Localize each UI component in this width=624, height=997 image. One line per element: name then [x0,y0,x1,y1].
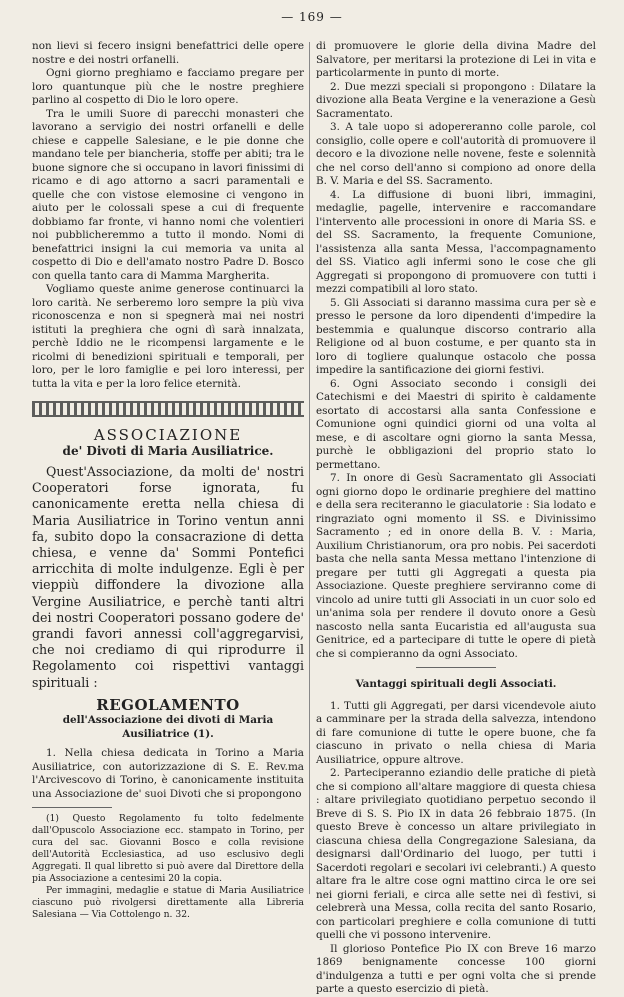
association-intro: Quest'Associazione, da molti de' nostri Cooperatori forse ignorata, fu canonicamente eretta nella chiesa di Maria Ausiliatrice in Torino ventun anni fa, subito dopo la consacrazione di detta chiesa, e venne da' Sommi Pontefici arricchita di molte indulgenze. Egli è per vieppiù diffondere la divozione alla Vergine Ausiliatrice, e perchè tanti altri dei nostri Cooperatori possano godere de' grandi favori annessi coll'aggregarvisi, che noi crediamo di qui riprodurre il Regolamento coi rispettivi vantaggi spirituali : [32,464,304,690]
advantages-title: Vantaggi spirituali degli Associati. [355,678,557,690]
advantage-item: Il glorioso Pontefice Pio IX con Breve 16 marzo 1869 benignamente concesse 100 giorni d'indulgenza a tutti e per ogni volta che si prende parte a questo esercizio di pietà. [316,942,596,995]
regulation-title: REGOLAMENTO [96,695,240,714]
footnote: (1) Questo Regolamento fu tolto fedelmente dall'Opuscolo Associazione ecc. stampato in Torino, per cura del sac. Giovanni Bosco e colla revisione dell'Autorità Ecclesiastica, ad uso esclusivo degli Aggregati. Il qual libretto si può avere dal Direttore della pia Associazione a centesimi 20 la copia. [32,813,304,885]
left-paragraph: Ogni giorno preghiamo e facciamo pregare per loro quantunque più che le nostre preghiere parlino al cospetto di Dio le loro opere. [32,67,304,106]
regulation-subtitle: dell'Associazione dei divoti di Maria Ausiliatrice (1). [62,714,274,740]
regulation-item: 4. La diffusione di buoni libri, immagini, medaglie, pagelle, intervenire e raccomandare l'intervento alle processioni in onore di Maria SS. e del SS. Sacramento, la frequente Comunione, l'assistenza alla santa Messa, l'accompagnamento del SS. Viatico agli infermi sono le cose che gli Aggregati si propongono di promuovere con tutti i mezzi compatibili al loro stato. [316,188,596,295]
right-column [316,40,596,997]
left-paragraph: Tra le umili Suore di parecchi monasteri che lavorano a servigio dei nostri orfanelli e delle chiese e cappelle Salesiane, e le pie donne che mandano tele per biancheria, stoffe per abiti; tra le buone signore che si occupano in lavori finissimi di ricamo e di ago attorno a sacri paramentali e quelle che con vistose elemosine ci vengono in aiuto per le colossali spese a cui di frequente dobbiamo far fronte, vi hanno nomi che volentieri noi pubblicheremmo a tutto il mondo. Nomi di benefattrici insigni la cui memoria va unita al cospetto di Dio e dell'amato nostro Padre D. Bosco con quella tanto cara di Mamma Margherita. [32,107,304,282]
page-number: — 169 — [281,10,343,24]
regulation-item: 5. Gli Associati si daranno massima cura per sè e presso le persone da loro dipendenti d'impedire la bestemmia e qualunque discorso contrario alla Religione od al buon costume, e per quanto sta in loro di togliere qualunque ostacolo che possa impedire la santificazione dei giorni festivi. [316,296,596,376]
left-paragraph: Vogliamo queste anime generose continuarci la loro carità. Ne serberemo loro sempre la più viva riconoscenza e non si spegnerà mai nei nostri istituti la preghiera che ogni dì sarà innalzata, perchè Iddio ne le ricompensi largamente e le ricolmi di benedizioni spirituali e temporali, per loro, per le loro famiglie e pei loro interessi, per tutta la vita e per la loro felice eternità. [32,283,304,390]
ornamental-divider [32,401,304,417]
regulation-item: 3. A tale uopo si adopereranno colle parole, col consiglio, colle opere e coll'autorità di promuovere il decoro e la divozione nelle novene, feste e solennità che nel corso dell'anno si compiono ad onore della B. V. Maria e del SS. Sacramento. [316,121,596,187]
footnote: Per immagini, medaglie e statue di Maria Ausiliatrice ciascuno può rivolgersi direttamente alla Libreria Salesiana — Via Cottolengo n. 32. [32,885,304,921]
regulation-item: 7. In onore di Gesù Sacramentato gli Associati ogni giorno dopo le ordinarie preghiere del mattino e della sera reciteranno le giaculatorie : Sia lodato e ringraziato ogni momento il SS. e Divinissimo Sacramento ; ed in onore della B. V. : Maria, Auxilium Christianorum, ora pro nobis. Pei sacerdoti basta che nella santa Messa mettano l'intenzione di pregare per tutti gli Aggregati a questa pia Associazione. Queste preghiere serviranno come di vincolo ad unire tutti gli Associati in un cuor solo ed un'anima sola per rendere il dovuto onore a Gesù nascosto nella santa Eucaristia ed all'augusta sua Genitrice, ed a partecipare di tutte le opere di pietà che si compieranno da ogni Associato. [316,472,596,660]
association-subtitle: de' Divoti di Maria Ausiliatrice. [62,443,274,458]
left-column [32,40,304,921]
left-paragraph: non lievi si fecero insigni benefattrici delle opere nostre e dei nostri orfanelli. [32,40,304,66]
regulation-item: 1. Nella chiesa dedicata in Torino a Maria Ausiliatrice, con autorizzazione di S. E. Rev.ma l'Arcivescovo di Torino, è canonicamente instituita una Associazione de' suoi Divoti che si propongono [32,747,304,800]
association-title: ASSOCIAZIONE [93,426,243,444]
section-rule [416,667,496,668]
regulation-item: 2. Due mezzi speciali si propongono : Dilatare la divozione alla Beata Vergine e la venerazione a Gesù Sacramentato. [316,80,596,120]
column-divider [309,42,310,894]
right-paragraph: di promuovere le glorie della divina Madre del Salvatore, per meritarsi la protezione di Lei in vita e particolarmente in punto di morte. [316,40,596,79]
footnote-rule [32,807,112,808]
advantage-item: 1. Tutti gli Aggregati, per darsi vicendevole aiuto a camminare per la strada della salvezza, intendono di fare comunione di tutte le opere buone, che fa ciascuno in privato o nella chiesa di Maria Ausiliatrice, oppure altrove. [316,699,596,766]
regulation-item: 6. Ogni Associato secondo i consigli dei Catechismi e dei Maestri di spirito è caldamente esortato di accostarsi alla santa Confessione e Comunione ogni quindici giorni od una volta al mese, e di ascoltare ogni giorno la santa Messa, purchè le obbligazioni del proprio stato lo permettano. [316,377,596,471]
advantage-item: 2. Parteciperanno eziandio delle pratiche di pietà che si compiono all'altare maggiore di questa chiesa : altare privilegiato quotidiano perpetuo secondo il Breve di S. S. Pio IX in data 26 febbraio 1875. (In questo Breve è concesso un altare privilegiato in ciascuna chiesa della Congregazione Salesiana, da designarsi dall'Ordinario del luogo, per tutti i Sacerdoti regolari e secolari ivi celebranti.) A questo altare fra le altre cose ogni mattino circa le ore sei nei giorni feriali, e circa alle sette nei dì festivi, si celebrerà una Messa, colla recita del santo Rosario, con particolari preghiere e colla comunione di tutti quelli che vi possono intervenire. [316,767,596,941]
